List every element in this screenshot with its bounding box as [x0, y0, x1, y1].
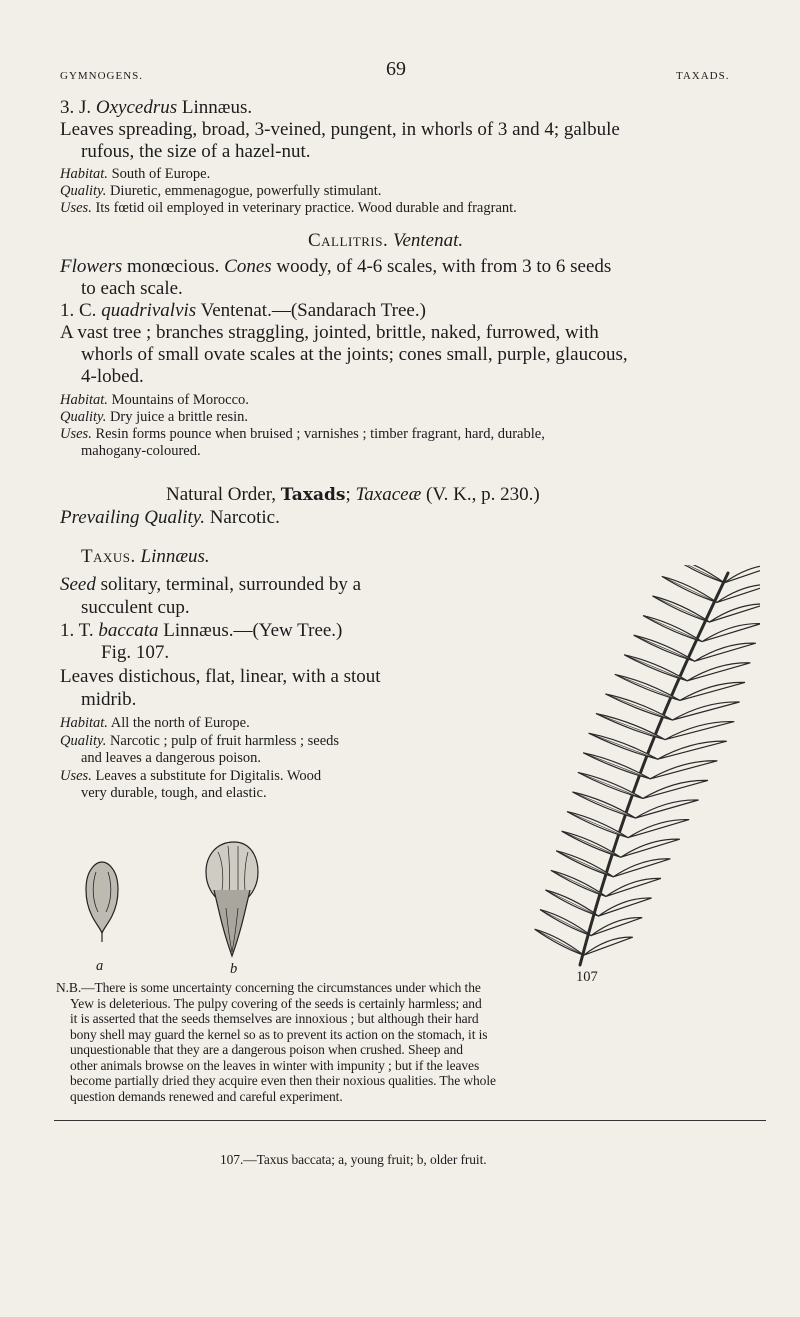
habitat-label: Habitat.: [60, 166, 108, 182]
note-line: become partially dried they acquire even then their noxious qualities. The whole: [70, 1073, 496, 1088]
quality-label: Quality.: [60, 733, 107, 749]
yew-needle-midrib: [673, 702, 740, 720]
order-reference: (V. K., p. 230.): [426, 484, 540, 505]
species-name: quadrivalvis: [101, 300, 197, 321]
figure-reference: Fig. 107.: [101, 642, 170, 663]
yew-needle-midrib: [624, 655, 687, 681]
species-number: 1. T.: [60, 620, 94, 641]
yew-needle-midrib: [540, 910, 591, 936]
taxus-seed: [60, 574, 361, 596]
flowers-label: Flowers: [60, 256, 123, 277]
note-line: it is asserted that the seeds themselves are innoxious ; but although their hard: [70, 1011, 479, 1026]
prevailing-label: Prevailing Quality.: [60, 507, 205, 528]
yew-needle-midrib: [606, 878, 661, 896]
callitris-uses: [60, 426, 545, 442]
yew-needle-midrib: [599, 898, 652, 916]
taxus-uses: [60, 768, 321, 784]
running-header-right: TAXADS.: [676, 70, 730, 82]
taxus-quality: [60, 733, 339, 749]
yew-needle-midrib: [615, 674, 680, 700]
natural-order-prefix: Natural Order,: [166, 484, 277, 505]
callitris-quality: [60, 409, 248, 425]
callitris-flowers: [60, 256, 611, 278]
callitris-flowers-cont: to each scale.: [81, 278, 183, 299]
genus-author: Linnæus.: [140, 546, 210, 567]
quality-label: Quality.: [60, 183, 107, 199]
species-name: Oxycedrus: [95, 97, 178, 118]
yew-needle: [671, 565, 724, 583]
older-fruit-drawing: [206, 842, 258, 956]
species-author: Linnæus.: [181, 97, 253, 118]
yew-needle-midrib: [665, 722, 734, 740]
yew-needle-midrib: [591, 918, 642, 936]
yew-needle-midrib: [634, 635, 695, 661]
callitris-desc-1: A vast tree ; branches straggling, jointed, brittle, naked, furrowed, with: [60, 322, 599, 343]
note-line: Yew is deleterious. The pulpy covering of the seeds is certainly harmless; and: [70, 995, 482, 1011]
seed-label: Seed: [60, 574, 96, 595]
natural-order-heading: Natural Order, Taxads; Taxaceæ (V. K., p. 230.): [166, 484, 540, 505]
taxus-leaves-cont: midrib.: [81, 689, 137, 710]
quality-label: Quality.: [60, 409, 107, 425]
yew-needle-midrib: [583, 753, 650, 779]
callitris-uses-cont: mahogany-coloured.: [81, 443, 201, 459]
yew-needle-midrib: [556, 851, 613, 877]
oxycedrus-desc-2: rufous, the size of a hazel-nut.: [81, 141, 311, 162]
genus-name: Taxus.: [81, 546, 136, 567]
yew-needle-midrib: [621, 839, 680, 857]
habitat-text: All the north of Europe.: [110, 715, 250, 731]
uses-text: Its fœtid oil employed in veterinary practice. Wood durable and fragrant.: [95, 200, 517, 216]
yew-needle-midrib: [596, 714, 665, 740]
yew-needle-midrib: [653, 596, 710, 622]
branch-stem: [580, 573, 728, 965]
order-blackletter-name: Taxads: [280, 485, 346, 505]
note-block: [56, 980, 772, 1104]
note-line: bony shell may guard the kernel so as to prevent its action on the stomach, it is: [70, 1026, 488, 1042]
yew-needle: [710, 604, 761, 622]
yew-needle-midrib: [546, 890, 599, 916]
seed-text: solitary, terminal, surrounded by a: [100, 574, 362, 595]
yew-needle-midrib: [578, 772, 643, 798]
yew-needle-midrib: [628, 820, 689, 838]
oxycedrus-quality: [60, 183, 381, 199]
yew-needle: [717, 584, 760, 602]
yew-needle-midrib: [662, 576, 717, 602]
yew-needle-midrib: [680, 682, 745, 700]
uses-label: Uses.: [60, 200, 92, 216]
cones-text: woody, of 4-6 scales, with from 3 to 6 seeds: [276, 256, 612, 277]
yew-needle-midrib: [584, 937, 633, 955]
genus-name: Callitris.: [308, 230, 389, 251]
fruit-illustrations: [74, 838, 304, 958]
habitat-label: Habitat.: [60, 715, 108, 731]
species-common: Ventenat.—(Sandarach Tree.): [200, 300, 426, 321]
yew-needle-midrib: [695, 643, 756, 661]
taxus-habitat: [60, 715, 250, 731]
yew-needle-midrib: [606, 694, 673, 720]
page-number: 69: [386, 58, 406, 80]
yew-needle-midrib: [643, 616, 702, 642]
order-latin-name: Taxaceæ: [355, 484, 422, 505]
habitat-text: South of Europe.: [111, 166, 211, 182]
yew-needle-midrib: [643, 780, 708, 798]
species-common: Linnæus.—(Yew Tree.): [163, 620, 343, 641]
species-number: 1. C.: [60, 300, 97, 321]
uses-label: Uses.: [60, 768, 92, 784]
oxycedrus-uses: [60, 200, 517, 216]
quality-text: Narcotic ; pulp of fruit harmless ; seeds: [109, 733, 340, 749]
fruit-label-b: b: [230, 961, 238, 977]
oxycedrus-heading: [60, 97, 252, 119]
note-line: unquestionable that they are a dangerous poison when crushed. Sheep and: [70, 1042, 463, 1057]
young-fruit-drawing: [86, 862, 118, 942]
prevailing-text: Narcotic.: [209, 507, 280, 528]
yew-needle-midrib: [567, 812, 628, 838]
uses-text: Leaves a substitute for Digitalis. Wood: [95, 768, 322, 784]
taxus-leaves: Leaves distichous, flat, linear, with a stout: [60, 666, 381, 687]
species-number: 3. J.: [60, 97, 92, 118]
quality-text: Diuretic, emmenagogue, powerfully stimulant.: [109, 183, 382, 199]
figure-number: 107: [576, 969, 598, 985]
yew-needle-midrib: [613, 859, 670, 877]
figure-caption: 107.—Taxus baccata; a, young fruit; b, older fruit.: [220, 1152, 487, 1167]
yew-needle-midrib: [562, 831, 621, 857]
yew-needle: [724, 565, 760, 583]
taxus-uses-cont: very durable, tough, and elastic.: [81, 785, 267, 801]
yew-needle-midrib: [687, 663, 750, 681]
oxycedrus-habitat: [60, 166, 210, 182]
flowers-text: monœcious.: [127, 256, 220, 277]
oxycedrus-desc-1: Leaves spreading, broad, 3-veined, pungent, in whorls of 3 and 4; galbule: [60, 119, 620, 140]
running-header-left: GYMNOGENS.: [60, 70, 144, 82]
yew-needle-midrib: [658, 741, 727, 759]
caption-divider: [54, 1120, 766, 1121]
callitris-species-heading: [60, 300, 426, 322]
yew-needle-midrib: [702, 624, 760, 642]
taxus-species-heading: [60, 620, 342, 642]
note-line: question demands renewed and careful experiment.: [70, 1088, 343, 1104]
uses-label: Uses.: [60, 426, 92, 442]
habitat-label: Habitat.: [60, 392, 108, 408]
taxus-seed-cont: succulent cup.: [81, 597, 190, 618]
yew-needle-midrib: [573, 792, 636, 818]
note-line: N.B.—There is some uncertainty concerning the circumstances under which the: [56, 980, 481, 995]
cones-label: Cones: [224, 256, 272, 277]
species-name: baccata: [98, 620, 159, 641]
yew-needle-midrib: [589, 733, 658, 759]
yew-branch-illustration: [460, 565, 760, 975]
callitris-desc-3: 4-lobed.: [81, 366, 144, 387]
uses-text: Resin forms pounce when bruised ; varnishes ; timber fragrant, hard, durable,: [95, 426, 545, 442]
yew-needle-midrib: [535, 929, 584, 955]
yew-needle-midrib: [636, 800, 699, 818]
habitat-text: Mountains of Morocco.: [111, 392, 249, 408]
genus-author: Ventenat.: [392, 230, 464, 251]
callitris-habitat: [60, 392, 249, 408]
callitris-desc-2: whorls of small ovate scales at the joints; cones small, purple, glaucous,: [81, 344, 628, 365]
prevailing-quality: [60, 507, 280, 529]
taxus-quality-cont: and leaves a dangerous poison.: [81, 750, 261, 766]
taxus-genus-heading: [81, 546, 210, 568]
note-line: other animals browse on the leaves in winter with impunity ; but if the leaves: [70, 1057, 480, 1073]
callitris-genus-heading: [308, 230, 463, 252]
quality-text: Dry juice a brittle resin.: [109, 409, 249, 425]
yew-needle-midrib: [650, 761, 717, 779]
fruit-label-a: a: [96, 958, 104, 974]
yew-needle-midrib: [551, 870, 606, 896]
